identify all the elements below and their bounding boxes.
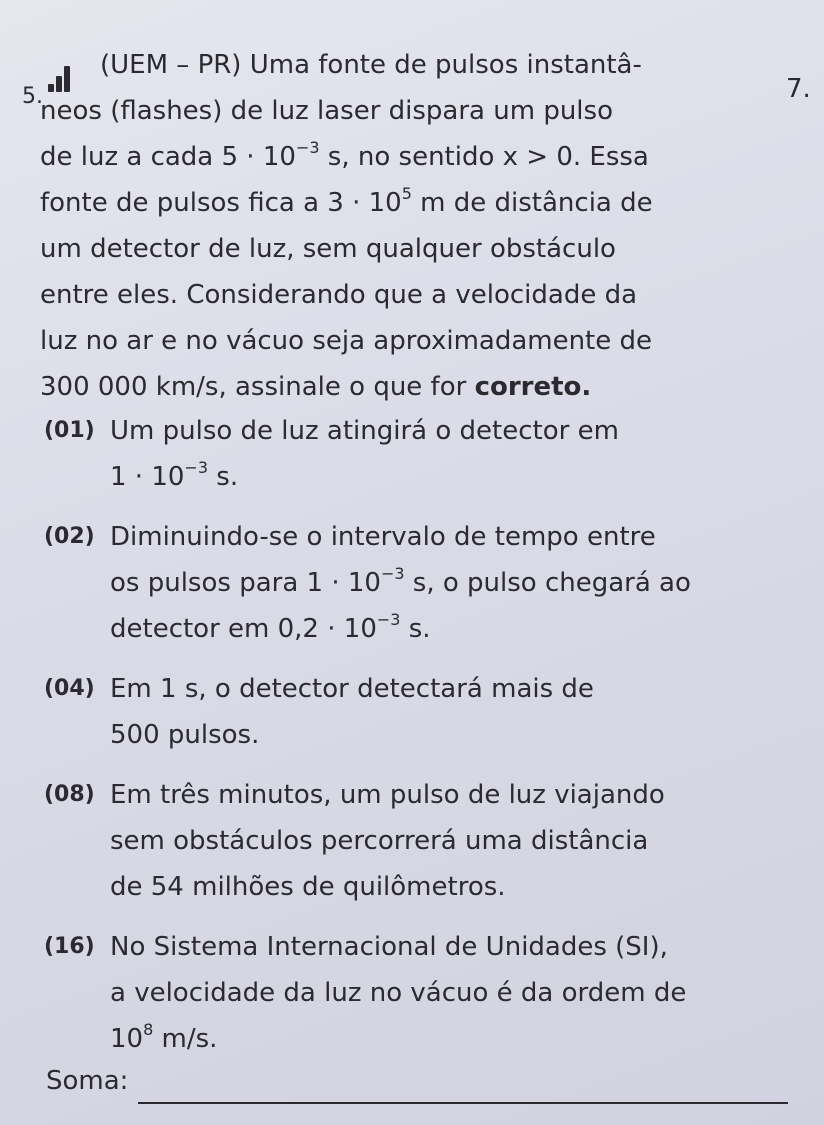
option-text: Em três minutos, um pulso de luz viajando <box>110 780 665 810</box>
option-text: Diminuindo-se o intervalo de tempo entre <box>110 522 656 552</box>
option-text: 500 pulsos. <box>110 720 260 750</box>
option-text: 10 <box>110 1024 144 1054</box>
exponent: 8 <box>143 1020 154 1039</box>
option-08 <box>40 772 800 910</box>
option-text: 1 · 10 <box>110 462 185 492</box>
option-text: s. <box>400 614 431 644</box>
statement-line: s, no sentido x > 0. Essa <box>319 142 649 172</box>
statement-line: neos (flashes) de luz laser dispara um pulso <box>40 96 613 126</box>
emphasis-correto: correto. <box>474 372 592 402</box>
option-code: (04) <box>44 676 95 701</box>
option-02 <box>40 514 800 652</box>
option-code: (02) <box>44 524 95 549</box>
statement-line: um detector de luz, sem qualquer obstáculo <box>40 234 616 264</box>
option-04 <box>40 666 800 758</box>
question-statement <box>40 42 730 410</box>
option-text: os pulsos para 1 · 10 <box>110 568 381 598</box>
option-code: (08) <box>44 782 95 807</box>
statement-line: entre eles. Considerando que a velocidade da <box>40 280 638 310</box>
exponent: −3 <box>380 564 405 583</box>
option-text: s, o pulso chegará ao <box>404 568 691 598</box>
option-16 <box>40 924 800 1062</box>
option-text: de 54 milhões de quilômetros. <box>110 872 506 902</box>
exponent: −3 <box>376 610 401 629</box>
statement-line: 300 000 km/s, assinale o que for <box>40 372 475 402</box>
option-text: a velocidade da luz no vácuo é da ordem de <box>110 978 687 1008</box>
option-text: Em 1 s, o detector detectará mais de <box>110 674 594 704</box>
statement-line: fonte de pulsos fica a 3 · 10 <box>40 188 402 218</box>
option-text: No Sistema Internacional de Unidades (SI), <box>110 932 668 962</box>
option-text: sem obstáculos percorrerá uma distância <box>110 826 649 856</box>
statement-line: m de distância de <box>411 188 653 218</box>
option-text: m/s. <box>153 1024 218 1054</box>
option-text: detector em 0,2 · 10 <box>110 614 377 644</box>
statement-line: luz no ar e no vácuo seja aproximadamente de <box>40 326 653 356</box>
option-code: (16) <box>44 934 95 959</box>
question-number: 5. <box>22 84 43 109</box>
exponent: 5 <box>401 184 412 203</box>
exponent: −3 <box>184 458 209 477</box>
soma-label: Soma: <box>46 1066 129 1096</box>
option-text: s. <box>208 462 239 492</box>
option-code: (01) <box>44 418 95 443</box>
options-list <box>40 408 800 1076</box>
side-question-number: 7. <box>786 74 811 104</box>
soma-answer-line[interactable] <box>138 1102 788 1104</box>
statement-line: de luz a cada 5 · 10 <box>40 142 296 172</box>
statement-line: (UEM – PR) Uma fonte de pulsos instantâ- <box>100 50 642 80</box>
exponent: −3 <box>295 138 320 157</box>
option-text: Um pulso de luz atingirá o detector em <box>110 416 619 446</box>
option-01 <box>40 408 800 500</box>
